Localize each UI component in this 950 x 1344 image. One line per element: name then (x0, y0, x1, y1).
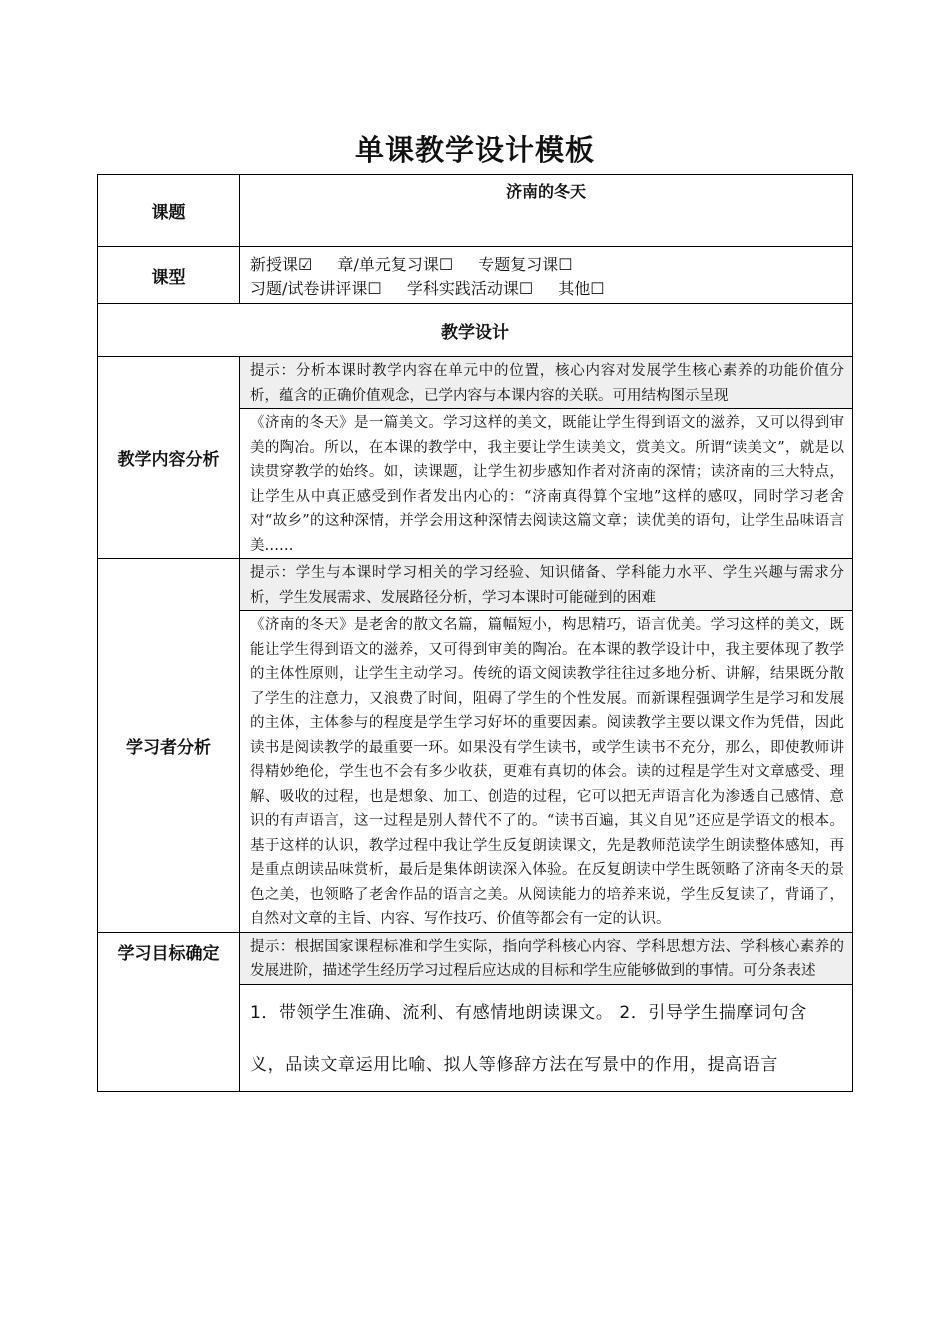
option-topic-review: 专题复习课☐ (478, 255, 573, 274)
option-other: 其他☐ (558, 279, 605, 298)
option-new-lesson: 新授课☑ (250, 255, 313, 274)
learner-analysis-label: 学习者分析 (98, 559, 240, 933)
content-analysis-hint: 提示：分析本课时教学内容在单元中的位置，核心内容对发展学生核心素养的功能价值分析，蕴含的正确价值观念，已学内容与本课内容的关联。可用结构图示呈现 (240, 357, 852, 408)
topic-label: 课题 (98, 175, 240, 247)
topic-value: 济南的冬天 (240, 175, 853, 247)
topic-row (98, 175, 853, 247)
lesson-type-row (98, 247, 853, 304)
option-practice-activity: 学科实践活动课☐ (406, 279, 534, 298)
option-exercise-review: 习题/试卷讲评课☐ (250, 279, 382, 298)
goals-hint: 提示：根据国家课程标准和学生实际，指向学科核心内容、学科思想方法、学科核心素养的发展进阶，描述学生经历学习过程后应达成的目标和学生应能够做到的事情。可分条表述 (240, 933, 852, 984)
content-analysis-row (98, 357, 853, 559)
design-heading: 教学设计 (98, 304, 853, 357)
lesson-type-line-2 (250, 277, 844, 301)
learner-analysis-body: 《济南的冬天》是老舍的散文名篇，篇幅短小，构思精巧，语言优美。学习这样的美文，既能让学生得到语文的滋养，又可得到审美的陶冶。在本课的教学设计中，我主要体现了教学的主体性原则，让学生主动学习。传统的语文阅读教学往往过多地分析、讲解，结果既分散了学生的注意力，又浪费了时间，阻碍了学生的个性发展。而新课程强调学生是学习和发展的主体，主体参与的程度是学生学习好坏的重要因素。阅读教学主要以课文作为凭借，因此读书是阅读教学的最重要一环。如果没有学生读书，或学生读书不充分，那么，即使教师讲得精妙绝伦，学生也不会有多少收获，更难有真切的体会。读的过程是学生对文章感受、理解、吸收的过程，也是想象、加工、创造的过程，它可以把无声语言化为渗透自己感情、意识的有声语言，这一过程是别人替代不了的。“读书百遍，其义自见”还应是学语文的根本。基于这样的认识，教学过程中我让学生反复朗读课文，先是教师范读学生朗读整体感知，再是重点朗读品味赏析，最后是集体朗读深入体验。在反复朗读中学生既领略了济南冬天的景色之美，也领略了老舍作品的语言之美。从阅读能力的培养来说，学生反复读了，背诵了，自然对文章的主旨、内容、写作技巧、价值等都会有一定的认识。 (250, 617, 844, 927)
option-unit-review: 章/单元复习课☐ (337, 255, 454, 274)
design-heading-row (98, 304, 853, 357)
lesson-type-line-1 (250, 253, 844, 277)
lesson-type-options (240, 247, 853, 304)
document-title: 单课教学设计模板 (354, 133, 595, 167)
goals-label: 学习目标确定 (98, 932, 240, 1091)
learner-analysis-hint: 提示：学生与本课时学习相关的学习经验、知识储备、学科能力水平、学生兴趣与需求分析，学生发展需求、发展路径分析，学习本课时可能碰到的困难 (240, 559, 852, 610)
goals-body: 1．带领学生准确、流利、有感情地朗读课文。 2．引导学生揣摩词句含义，品读文章运用比喻、拟人等修辞方法在写景中的作用，提高语言 (250, 1002, 807, 1075)
lesson-design-table (97, 174, 853, 1092)
content-analysis-label: 教学内容分析 (98, 357, 240, 559)
learner-analysis-row (98, 559, 853, 933)
goals-row (98, 932, 853, 1091)
content-analysis-body: 《济南的冬天》是一篇美文。学习这样的美文，既能让学生得到语文的滋养，又可以得到审美的陶冶。所以，在本课的教学中，我主要让学生读美文，赏美文。所谓“读美文”，就是以读贯穿教学的始终。如，读课题，让学生初步感知作者对济南的深情；读济南的三大特点，让学生从中真正感受到作者发出内心的：“济南真得算个宝地”这样的感叹，同时学习老舍对“故乡”的这种深情，并学会用这种深情去阅读这篇文章；读优美的语句，让学生品味语言美…… (250, 415, 844, 554)
lesson-type-label: 课型 (98, 247, 240, 304)
